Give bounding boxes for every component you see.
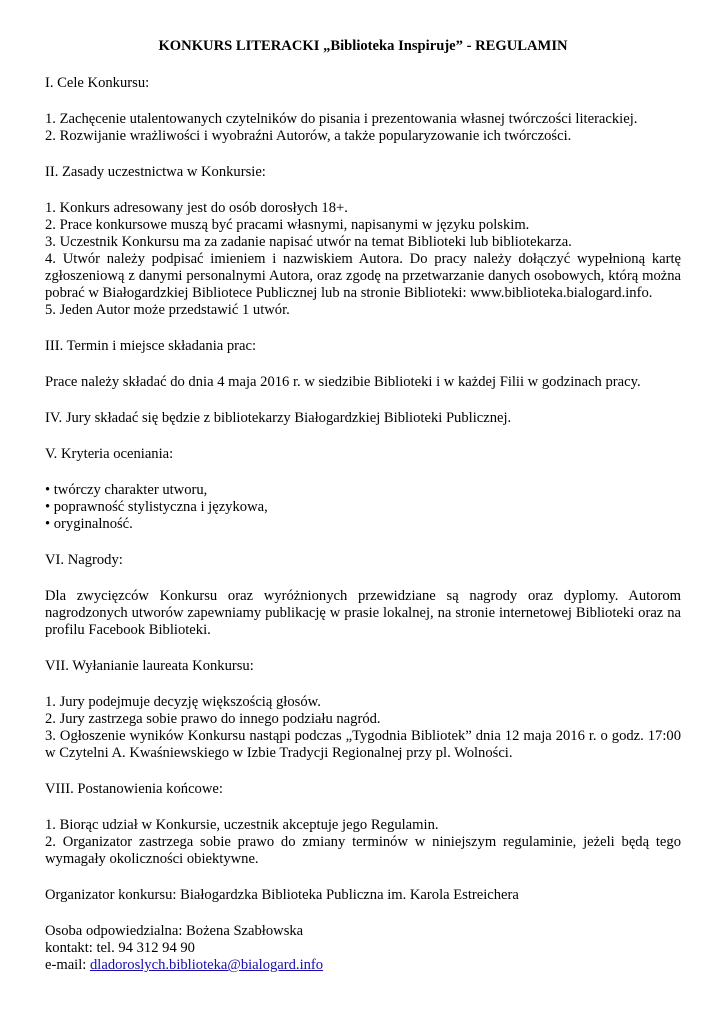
list-item: • twórczy charakter utworu,	[45, 482, 208, 498]
section-1-heading: I. Cele Konkursu:	[45, 75, 150, 91]
paragraph: Dla zwycięzców Konkursu oraz wyróżnionych przewidziane są nagrody oraz dyplomy. Autorom nagrodzonych utworów zapewniamy publikację w prasie lokalnej, na stronie internetowej Biblioteki oraz na profilu Facebook Biblioteki.	[45, 588, 681, 638]
contact-person: Osoba odpowiedzialna: Bożena Szabłowska	[45, 923, 304, 939]
email-link[interactable]: dladoroslych.biblioteka@bialogard.info	[89, 957, 324, 973]
list-item: • poprawność stylistyczna i językowa,	[45, 499, 268, 515]
section-8-heading: VIII. Postanowienia końcowe:	[45, 781, 223, 797]
section-1-list	[45, 111, 681, 145]
section-6-heading: VI. Nagrody:	[45, 552, 123, 568]
organizer-line: Organizator konkursu: Białogardzka Biblioteka Publiczna im. Karola Estreichera	[45, 887, 519, 903]
list-item: 2. Rozwijanie wrażliwości i wyobraźni Autorów, a także popularyzowanie ich twórczości.	[45, 128, 572, 144]
section-2-heading: II. Zasady uczestnictwa w Konkursie:	[45, 164, 266, 180]
list-item: • oryginalność.	[45, 516, 133, 532]
section-7-list	[45, 694, 681, 762]
section-6-text	[45, 588, 681, 639]
section-7-heading: VII. Wyłanianie laureata Konkursu:	[45, 658, 254, 674]
list-item: 3. Uczestnik Konkursu ma za zadanie napisać utwór na temat Biblioteki lub bibliotekarza.	[45, 234, 572, 250]
email-label: e-mail:	[45, 957, 90, 973]
list-item: 2. Prace konkursowe muszą być pracami własnymi, napisanymi w języku polskim.	[45, 217, 530, 233]
contact-block	[45, 923, 681, 974]
section-8-list	[45, 817, 681, 868]
document-title: KONKURS LITERACKI „Biblioteka Inspiruje” - REGULAMIN	[158, 38, 568, 54]
list-item: 1. Biorąc udział w Konkursie, uczestnik akceptuje jego Regulamin.	[45, 817, 439, 833]
section-3-heading: III. Termin i miejsce składania prac:	[45, 338, 257, 354]
list-item: 4. Utwór należy podpisać imieniem i nazwiskiem Autora. Do pracy należy dołączyć wypełnioną kartę zgłoszeniową z danymi personalnymi Autora, oraz zgodę na przetwarzanie danych osobowych, którą można pobrać w Białogardzkiej Bibliotece Publicznej lub na stronie Biblioteki: www.biblioteka.bialogard.info.	[45, 251, 681, 301]
paragraph: Prace należy składać do dnia 4 maja 2016 r. w siedzibie Biblioteki i w każdej Filii w godzinach pracy.	[45, 374, 641, 390]
contact-email-line	[45, 957, 681, 974]
list-item: 2. Organizator zastrzega sobie prawo do zmiany terminów w niniejszym regulaminie, jeżeli będą tego wymagały okoliczności obiektywne.	[45, 834, 681, 867]
section-2-list	[45, 200, 681, 319]
list-item: 1. Konkurs adresowany jest do osób dorosłych 18+.	[45, 200, 348, 216]
contact-phone: kontakt: tel. 94 312 94 90	[45, 940, 195, 956]
list-item: 3. Ogłoszenie wyników Konkursu nastąpi podczas „Tygodnia Bibliotek” dnia 12 maja 2016 r. o godz. 17:00 w Czytelni A. Kwaśniewskiego w Izbie Tradycji Regionalnej przy pl. Wolności.	[45, 728, 681, 761]
section-3-text	[45, 374, 681, 391]
section-5-heading: V. Kryteria oceniania:	[45, 446, 174, 462]
list-item: 1. Jury podejmuje decyzję większością głosów.	[45, 694, 321, 710]
section-4-heading: IV. Jury składać się będzie z bibliotekarzy Białogardzkiej Biblioteki Publicznej.	[45, 410, 512, 426]
list-item: 2. Jury zastrzega sobie prawo do innego podziału nagród.	[45, 711, 381, 727]
section-5-list	[45, 482, 681, 533]
list-item: 1. Zachęcenie utalentowanych czytelników do pisania i prezentowania własnej twórczości literackiej.	[45, 111, 638, 127]
list-item: 5. Jeden Autor może przedstawić 1 utwór.	[45, 302, 290, 318]
